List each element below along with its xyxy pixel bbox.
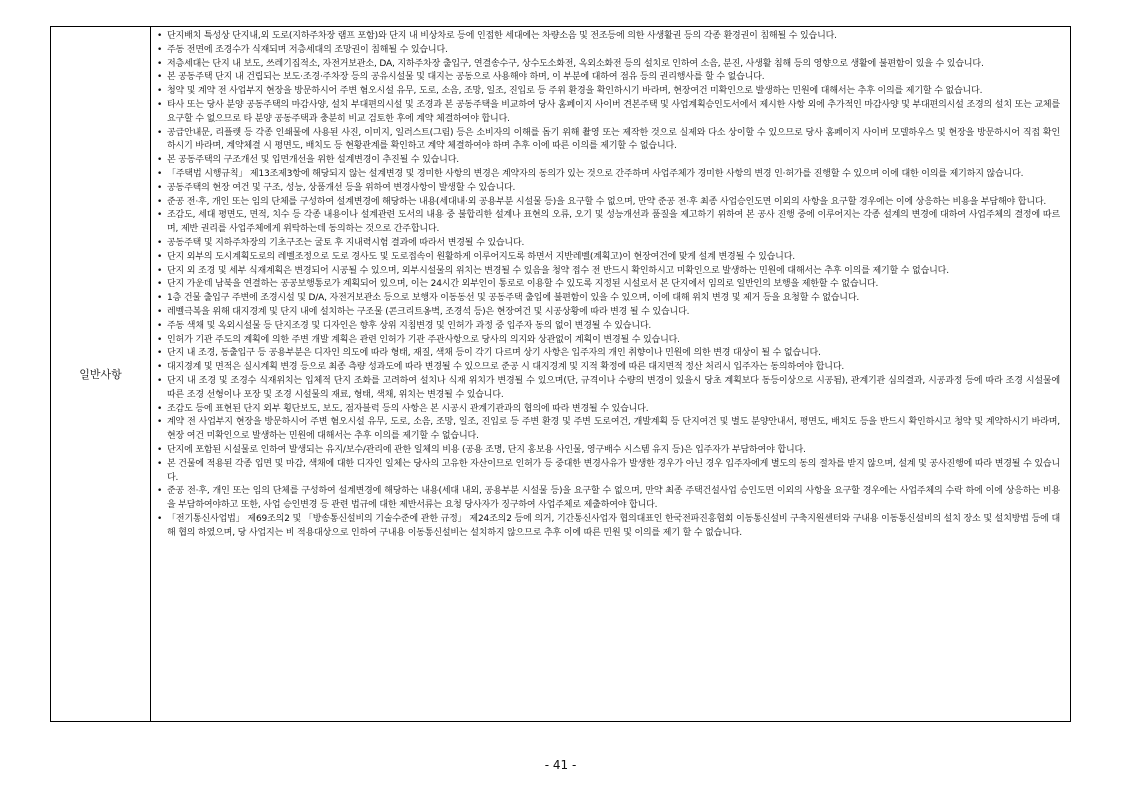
- list-item: • 레벨극복을 위해 대지경계 및 단지 내에 설치하는 구조물 (콘크리트옹벽, 조경석 등)은 현장여건 및 시공상황에 따라 변경 될 수 있습니다.: [157, 306, 1060, 320]
- category-label: 일반사항: [79, 368, 122, 381]
- list-item: • 공동주택 및 지하주차장의 기초구조는 굴토 후 지내력시험 결과에 따라서 변경될 수 있습니다.: [157, 237, 1060, 251]
- list-item: • 타사 또는 당사 분양 공동주택의 마감사양, 설치 부대편의시설 및 조경과 본 공동주택을 비교하여 당사 홈페이지 사이버 견본주택 및 사업계획승인도서에서 제시한 사항 외에 추가적인 마감사양 및 부대편의시설 조경의 설치 또는 교체를 요구할 수 없으므로 타 분양 공동주택과 충분히 비교 검토한 후에 계약 체결하여야 합니다.: [157, 99, 1060, 127]
- category-label-cell: [51, 27, 151, 721]
- list-item: • 「전기통신사업법」 제69조의2 및 「방송통신설비의 기술수준에 관한 규정」 제24조의2 등에 의거, 기간통신사업자 협의대표인 한국전파진흥협회 이동통신설비 구축지원센터와 구내용 이동통신설비의 설치 장소 및 설치방법 등에 대해 협의 하였으며, 당 사업지는 비 적용대상으로 인하여 구내용 이동통신설비는 설치하지 않으므로 추후 이에 따른 민원 및 이의를 제기 할 수 없습니다.: [157, 513, 1060, 541]
- list-item: • 단지 내 조경 및 조경수 식재위치는 입체적 단지 조화를 고려하여 설치나 식재 위치가 변경될 수 있으며(단, 규격이나 수량의 변경이 있을시 당초 계획보다 동등이상으로 시공됨), 관계기관 심의결과, 시공과정 등에 따라 조경 시설물에 따른 조경 선형이나 포장 및 조경 시설물의 재료, 형태, 색채, 위치는 변경될 수 있습니다.: [157, 375, 1060, 403]
- list-item: • 준공 전·후, 개인 또는 임의 단체를 구성하여 설계변경에 해당하는 내용(세대 내외, 공용부분 시설물 등)을 요구할 수 없으며, 만약 최종 주택건설사업 승인도면 이외의 사항을 요구할 경우에는 사업주체의 수락 하에 이에 상응하는 비용을 부담하여야하고 또한, 사업 승인변경 등 관련 법규에 대한 제반서류는 요청 당사자가 징구하여 사업주체로 제출하여야 합니다.: [157, 485, 1060, 513]
- list-item: • 본 건물에 적용된 각종 입면 및 마감, 색채에 대한 디자인 일체는 당사의 고유한 자산이므로 인허가 등 중대한 변경사유가 발생한 경우가 아닌 경우 입주자에게 별도의 동의 절차를 받지 않으며, 설계 및 공사진행에 따라 변경될 수 있습니다.: [157, 458, 1060, 486]
- list-item: • 조감도 등에 표현된 단지 외부 횡단보도, 보도, 점자블럭 등의 사항은 본 시공시 관계기관과의 협의에 따라 변경될 수 있습니다.: [157, 403, 1060, 417]
- list-item: • 단지 외 조경 및 세부 식재계획은 변경되어 시공될 수 있으며, 외부시설물의 위치는 변경될 수 있음을 청약 접수 전 반드시 확인하시고 미확인으로 발생하는 민원에 대해서는 추후 이의를 제기할 수 없습니다.: [157, 265, 1060, 279]
- list-item: • 주동 색채 및 옥외시설물 등 단지조경 및 디자인은 향후 상위 지침변경 및 인허가 과정 중 입주자 동의 없이 변경될 수 있습니다.: [157, 320, 1060, 334]
- list-item: • 준공 전·후, 개인 또는 임의 단체를 구성하여 설계변경에 해당하는 내용(세대내·외 공용부분 시설물 등)을 요구할 수 없으며, 만약 준공 전·후 최종 사업승인도면 이외의 사항을 요구할 경우에는 이에 상응하는 비용을 부담해야 합니다.: [157, 196, 1060, 210]
- list-item: • 본 공동주택의 구조개선 및 입면개선을 위한 설계변경이 추진될 수 있습니다.: [157, 154, 1060, 168]
- list-item: • 단지 가운데 남북을 연결하는 공공보행통로가 계획되어 있으며, 이는 24시간 외부인이 통로로 이용할 수 있도록 지정된 시설로서 본 단지에서 임의로 일반인의 보행을 제한할 수 없습니다.: [157, 278, 1060, 292]
- list-item: • 대지경계 및 면적은 실시계획 변경 등으로 최종 측량 성과도에 따라 변경될 수 있으므로 준공 시 대지경계 및 지적 확정에 따른 대지면적 정산 처리시 입주자는 동의하여야 합니다.: [157, 361, 1060, 375]
- list-item: • 단지에 포함된 시설물로 인하여 발생되는 유지/보수/관리에 관한 일체의 비용 (공용 조명, 단지 홍보용 사인물, 영구배수 시스템 유지 등)은 입주자가 부담하여야 합니다.: [157, 444, 1060, 458]
- notice-table: [50, 26, 1071, 722]
- list-item: • 인허가 기관 주도의 계획에 의한 주변 개발 계획은 관련 인허가 기관 주관사항으로 당사의 의지와 상관없이 계획이 변경될 수 있습니다.: [157, 334, 1060, 348]
- list-item: • 단지 외부의 도시계획도로의 레벨조정으로 도로 경사도 및 도로접속이 원활하게 이루어지도록 하면서 지반레벨(계획고)이 현장여건에 맞게 설계 변경될 수 있습니다.: [157, 251, 1060, 265]
- page-number: - 41 -: [544, 758, 577, 772]
- list-item: • 단지배치 특성상 단지내,외 도로(지하주차장 램프 포함)와 단지 내 비상차로 등에 인접한 세대에는 차량소음 및 전조등에 의한 사생활권 등의 각종 환경권이 침해될 수 있습니다.: [157, 30, 1060, 44]
- list-item: • 저층세대는 단지 내 보도, 쓰레기집적소, 자전거보관소, DA, 지하주차장 출입구, 연결송수구, 상수도소화전, 옥외소화전 등의 설치로 인하여 소음, 분진, 사생활 침해 등의 영향으로 생활에 불편함이 있을 수 있습니다.: [157, 58, 1060, 72]
- list-item: • 계약 전 사업부지 현장을 방문하시어 주변 혐오시설 유무, 도로, 소음, 조망, 일조, 진입로 등 주변 환경 및 주변 도로여건, 개발계획 등 단지여건 및 별도 분양안내서, 평면도, 배치도 등을 반드시 확인하시고 청약 및 계약하시기 바라며, 현장 여건 미확인으로 발생하는 민원에 대해서는 추후 이의를 제기할 수 없습니다.: [157, 416, 1060, 444]
- list-item: • 공급안내문, 리플렛 등 각종 인쇄물에 사용된 사진, 이미지, 일러스트(그림) 등은 소비자의 이해를 돕기 위해 촬영 또는 제작한 것으로 실제와 다소 상이할 수 있으므로 당사 홈페이지 사이버 모델하우스 및 현장을 방문하시어 직접 확인하시기 바라며, 계약체결 시 평면도, 배치도 등 현황관계를 확인하고 계약 체결하여야 하며 추후 이에 따른 이의를 제기할 수 없습니다.: [157, 127, 1060, 155]
- notice-content-cell: [151, 27, 1070, 721]
- list-item: • 청약 및 계약 전 사업부지 현장을 방문하시어 주변 혐오시설 유무, 도로, 소음, 조망, 일조, 진입로 등 주위 환경을 확인하시기 바라며, 현장여건 미확인으로 발생하는 민원에 대해서는 추후 이의를 제기할 수 없습니다.: [157, 85, 1060, 99]
- list-item: • 본 공동주택 단지 내 건립되는 보도·조경·주차장 등의 공유시설물 및 대지는 공동으로 사용해야 하며, 이 부분에 대하여 점유 등의 권리행사를 할 수 없습니다.: [157, 71, 1060, 85]
- list-item: • 조감도, 세대 평면도, 면적, 치수 등 각종 내용이나 설계관련 도서의 내용 중 불합리한 설계나 표현의 오류, 오기 및 성능개선과 품질을 제고하기 위하여 본 공사 진행 중에 이루어지는 각종 설계의 변경에 대하여 사업주체의 결정에 따르며, 제반 권리를 사업주체에게 위탁하는데 동의하는 것으로 간주합니다.: [157, 209, 1060, 237]
- list-item: • 공동주택의 현장 여건 및 구조, 성능, 상품개선 등을 위하여 변경사항이 발생할 수 있습니다.: [157, 182, 1060, 196]
- list-item: • 「주택법 시행규칙」 제13조제3항에 해당되지 않는 설계변경 및 경미한 사항의 변경은 계약자의 동의가 있는 것으로 간주하며 사업주체가 경미한 사항의 변경 인·허가를 진행할 수 있으며 이에 대한 이의를 제기하지 않습니다.: [157, 168, 1060, 182]
- notice-list: [157, 30, 1060, 540]
- list-item: • 1층 건물 출입구 주변에 조경시설 및 D/A, 자전거보관소 등으로 보행자 이동동선 및 공동주택 출입에 불편함이 있을 수 있으며, 이에 대해 위치 변경 및 제거 등을 요청할 수 없습니다.: [157, 292, 1060, 306]
- list-item: • 단지 내 조경, 동출입구 등 공용부분은 디자인 의도에 따라 형태, 재질, 색채 등이 각기 다르며 상기 사항은 입주자의 개인 취향이나 민원에 의한 변경 대상이 될 수 없습니다.: [157, 347, 1060, 361]
- list-item: • 주동 전면에 조경수가 식재되며 저층세대의 조망권이 침해될 수 있습니다.: [157, 44, 1060, 58]
